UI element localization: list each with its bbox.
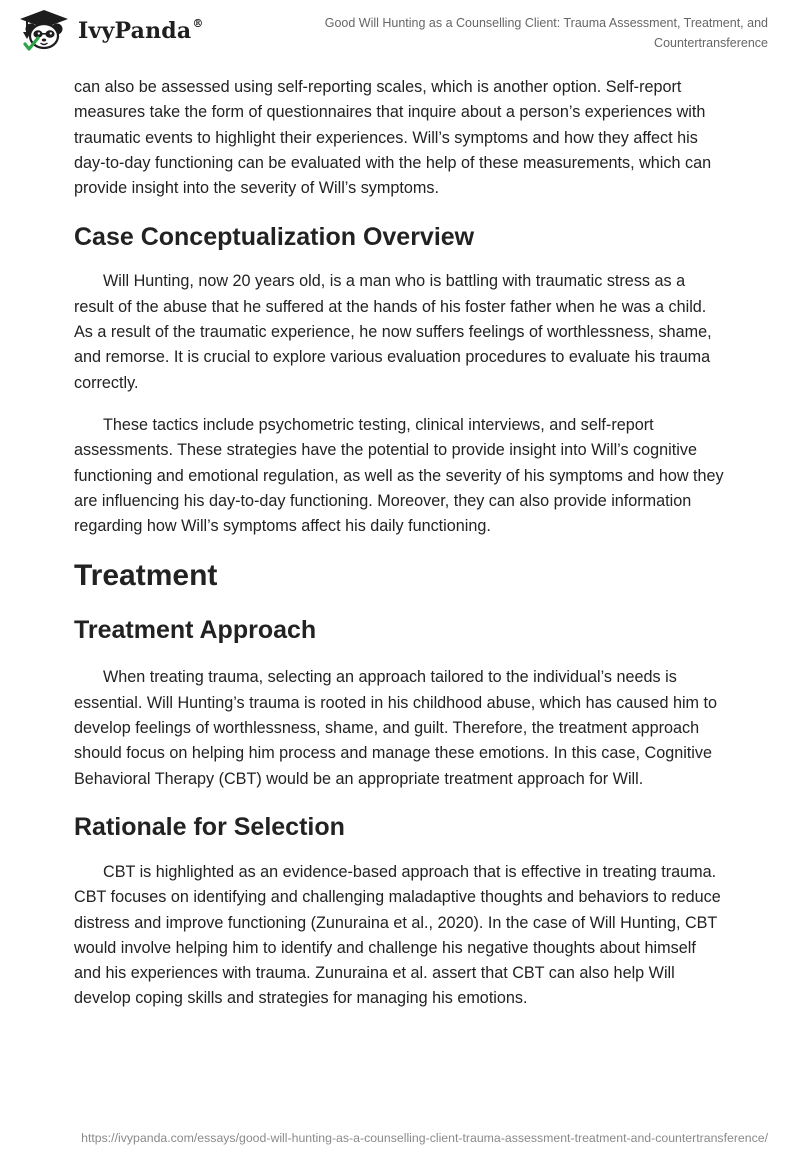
registered-mark: ® — [192, 16, 204, 30]
treatment-approach-paragraph: When treating trauma, selecting an approach tailored to the individual’s needs is essential. Will Hunting’s trauma is rooted in his childhood abuse, which has caused him to develop feelings of worthlessness, shame, and guilt. Therefore, the treatment approach should focus on helping him process and manage these emotions. In this case, Cognitive Behavioral Therapy (CBT) would be an appropriate treatment approach for Will. — [74, 668, 718, 788]
treatment-heading: Treatment — [74, 559, 218, 593]
site-logo[interactable] — [16, 8, 204, 52]
brand-name: IvyPanda® — [78, 16, 204, 44]
case-paragraph-1: Will Hunting, now 20 years old, is a man who is battling with traumatic stress as a result of the abuse that he suffered at the hands of his foster father when he was a child. As a result of the traumatic experience, he now suffers feelings of worthlessness, shame, and remorse. It is crucial to explore various evaluation procedures to evaluate his trauma correctly. — [74, 272, 712, 392]
panda-graduate-icon — [16, 8, 72, 52]
intro-paragraph: can also be assessed using self-reporting scales, which is another option. Self-report measures take the form of questionnaires that inquire about a person’s experiences with traumatic events to highlight their experiences. Will’s symptoms and how they affect his day-to-day functioning can be evaluated with the help of these measurements, which can provide insight into the severity of Will’s symptoms. — [74, 78, 712, 198]
treatment-approach-heading: Treatment Approach — [74, 616, 317, 645]
essay-body — [74, 68, 726, 1012]
case-paragraph-2: These tactics include psychometric testing, clinical interviews, and self-report assessments. These strategies have the potential to provide insight into Will’s cognitive functioning and emotional regulation, as well as the severity of his symptoms and how they are influencing his day-to-day functioning. Moreover, they can also provide information regarding how Will’s symptoms affect his daily functioning. — [74, 415, 724, 536]
source-url-link[interactable]: https://ivypanda.com/essays/good-will-hunting-as-a-counselling-client-trauma-assessment-treatment-and-countertransference/ — [81, 1131, 768, 1145]
rationale-heading: Rationale for Selection — [74, 812, 345, 841]
rationale-paragraph: CBT is highlighted as an evidence-based approach that is effective in treating trauma. CBT focuses on identifying and challenging maladaptive thoughts and behaviors to reduce distress and improve functioning (Zunuraina et al., 2020). In the case of Will Hunting, CBT would involve helping him to identify and challenge his negative thoughts about himself and his experiences with trauma. Zunuraina et al. assert that CBT can also help Will develop coping skills and strategies for managing his emotions. — [74, 862, 721, 1008]
case-conceptualization-heading: Case Conceptualization Overview — [74, 223, 475, 252]
page-header — [0, 0, 800, 60]
document-title: Good Will Hunting as a Counselling Client: Trauma Assessment, Treatment, and Countertransference — [324, 16, 768, 50]
